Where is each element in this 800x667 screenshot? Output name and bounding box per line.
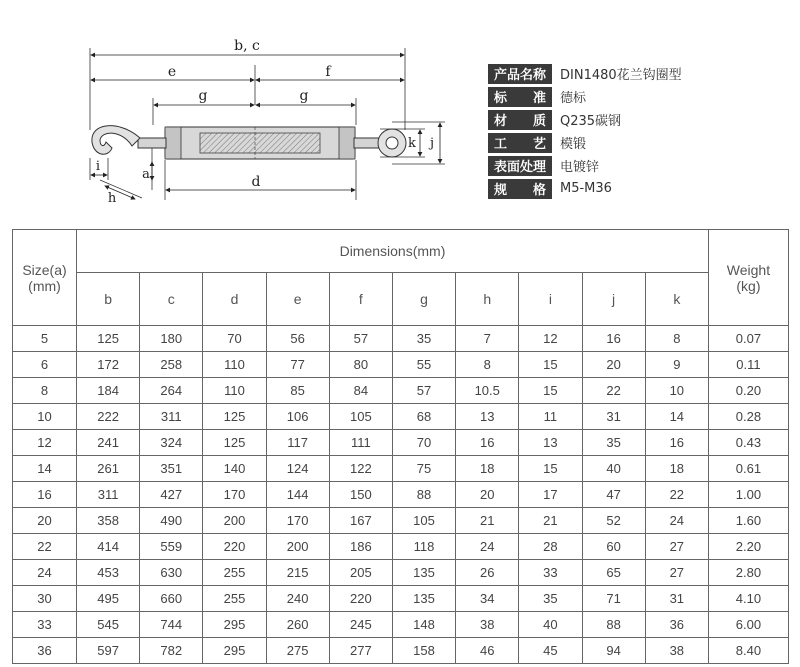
table-cell: 545 <box>77 612 140 638</box>
table-cell: 255 <box>203 586 266 612</box>
table-cell: 140 <box>203 456 266 482</box>
table-cell: 11 <box>519 404 582 430</box>
table-cell: 7 <box>456 326 519 352</box>
table-cell: 158 <box>392 638 455 664</box>
column-header-h: h <box>456 273 519 326</box>
table-cell: 110 <box>203 352 266 378</box>
table-cell: 10 <box>645 378 708 404</box>
table-cell: 597 <box>77 638 140 664</box>
table-cell: 33 <box>13 612 77 638</box>
table-cell: 40 <box>519 612 582 638</box>
table-cell: 27 <box>645 560 708 586</box>
spec-row <box>488 62 748 85</box>
table-cell: 260 <box>266 612 329 638</box>
turnbuckle-diagram <box>60 30 480 220</box>
table-cell: 1.00 <box>708 482 788 508</box>
spec-label: 工 艺 <box>488 133 552 153</box>
table-cell: 17 <box>519 482 582 508</box>
table-cell: 184 <box>77 378 140 404</box>
table-cell: 57 <box>329 326 392 352</box>
table-cell: 125 <box>203 404 266 430</box>
table-cell: 261 <box>77 456 140 482</box>
table-cell: 105 <box>329 404 392 430</box>
table-cell: 70 <box>392 430 455 456</box>
table-cell: 22 <box>582 378 645 404</box>
table-cell: 495 <box>77 586 140 612</box>
table-cell: 200 <box>266 534 329 560</box>
table-cell: 12 <box>13 430 77 456</box>
table-cell: 148 <box>392 612 455 638</box>
table-cell: 10 <box>13 404 77 430</box>
size-header: Size(a) (mm) <box>13 230 77 326</box>
table-cell: 124 <box>266 456 329 482</box>
table-cell: 88 <box>392 482 455 508</box>
table-cell: 24 <box>456 534 519 560</box>
table-cell: 324 <box>140 430 203 456</box>
table-cell: 65 <box>582 560 645 586</box>
table-cell: 2.20 <box>708 534 788 560</box>
table-cell: 38 <box>456 612 519 638</box>
label-i: i <box>95 159 101 174</box>
table-cell: 172 <box>77 352 140 378</box>
table-cell: 135 <box>392 560 455 586</box>
table-cell: 111 <box>329 430 392 456</box>
column-header-e: e <box>266 273 329 326</box>
table-cell: 8 <box>13 378 77 404</box>
label-j: j <box>429 136 435 151</box>
spec-panel <box>488 62 748 200</box>
table-cell: 150 <box>329 482 392 508</box>
table-cell: 782 <box>140 638 203 664</box>
spec-row <box>488 177 748 200</box>
table-cell: 125 <box>77 326 140 352</box>
spec-value: DIN1480花兰钩圈型 <box>560 68 682 83</box>
table-cell: 68 <box>392 404 455 430</box>
label-e: e <box>167 64 177 80</box>
table-cell: 125 <box>203 430 266 456</box>
table-cell: 14 <box>645 404 708 430</box>
label-k: k <box>408 136 416 151</box>
table-cell: 744 <box>140 612 203 638</box>
table-cell: 245 <box>329 612 392 638</box>
table-row <box>13 456 789 482</box>
table-cell: 36 <box>645 612 708 638</box>
spec-label: 产品名称 <box>488 64 552 84</box>
table-cell: 94 <box>582 638 645 664</box>
table-cell: 16 <box>582 326 645 352</box>
label-h: h <box>107 191 117 206</box>
spec-label: 标 准 <box>488 87 552 107</box>
table-cell: 55 <box>392 352 455 378</box>
table-cell: 453 <box>77 560 140 586</box>
table-cell: 9 <box>645 352 708 378</box>
table-cell: 135 <box>392 586 455 612</box>
spec-value: 德标 <box>560 91 587 106</box>
table-cell: 240 <box>266 586 329 612</box>
spec-row <box>488 108 748 131</box>
table-cell: 0.20 <box>708 378 788 404</box>
table-cell: 122 <box>329 456 392 482</box>
table-cell: 85 <box>266 378 329 404</box>
table-cell: 35 <box>392 326 455 352</box>
table-cell: 80 <box>329 352 392 378</box>
spec-value: Q235碳钢 <box>560 114 622 129</box>
turnbuckle-body <box>165 127 355 159</box>
column-header-i: i <box>519 273 582 326</box>
table-cell: 1.60 <box>708 508 788 534</box>
table-cell: 106 <box>266 404 329 430</box>
column-header-d: d <box>203 273 266 326</box>
table-cell: 22 <box>645 482 708 508</box>
table-cell: 8 <box>645 326 708 352</box>
label-d: d <box>251 174 261 190</box>
table-cell: 167 <box>329 508 392 534</box>
table-cell: 0.28 <box>708 404 788 430</box>
label-a: a <box>142 167 150 182</box>
table-cell: 33 <box>519 560 582 586</box>
table-cell: 170 <box>203 482 266 508</box>
table-row <box>13 352 789 378</box>
table-cell: 6.00 <box>708 612 788 638</box>
table-cell: 220 <box>203 534 266 560</box>
table-cell: 27 <box>645 534 708 560</box>
table-cell: 2.80 <box>708 560 788 586</box>
label-g-left: g <box>198 88 208 104</box>
table-cell: 295 <box>203 638 266 664</box>
table-cell: 71 <box>582 586 645 612</box>
table-cell: 24 <box>13 560 77 586</box>
table-cell: 35 <box>519 586 582 612</box>
hook-end <box>92 126 166 155</box>
table-cell: 222 <box>77 404 140 430</box>
table-cell: 16 <box>645 430 708 456</box>
table-row <box>13 326 789 352</box>
table-cell: 117 <box>266 430 329 456</box>
table-cell: 105 <box>392 508 455 534</box>
table-cell: 20 <box>13 508 77 534</box>
table-cell: 8.40 <box>708 638 788 664</box>
table-row <box>13 586 789 612</box>
table-cell: 46 <box>456 638 519 664</box>
dimensions-header: Dimensions(mm) <box>77 230 709 273</box>
column-header-g: g <box>392 273 455 326</box>
table-cell: 45 <box>519 638 582 664</box>
table-cell: 170 <box>266 508 329 534</box>
table-cell: 20 <box>582 352 645 378</box>
table-row <box>13 560 789 586</box>
table-row <box>13 534 789 560</box>
table-cell: 84 <box>329 378 392 404</box>
spec-label: 表面处理 <box>488 156 552 176</box>
table-cell: 0.61 <box>708 456 788 482</box>
spec-label: 规 格 <box>488 179 552 199</box>
label-bc: b, c <box>234 38 260 54</box>
table-cell: 31 <box>582 404 645 430</box>
label-g-right: g <box>299 88 309 104</box>
table-cell: 15 <box>519 456 582 482</box>
table-row <box>13 404 789 430</box>
table-cell: 18 <box>645 456 708 482</box>
table-cell: 36 <box>13 638 77 664</box>
table-cell: 0.43 <box>708 430 788 456</box>
table-cell: 30 <box>13 586 77 612</box>
column-header-c: c <box>140 273 203 326</box>
weight-header: Weight (kg) <box>708 230 788 326</box>
table-cell: 10.5 <box>456 378 519 404</box>
table-cell: 88 <box>582 612 645 638</box>
table-cell: 21 <box>519 508 582 534</box>
table-cell: 180 <box>140 326 203 352</box>
spec-value: M5-M36 <box>560 181 612 196</box>
table-cell: 255 <box>203 560 266 586</box>
table-cell: 241 <box>77 430 140 456</box>
table-cell: 15 <box>519 352 582 378</box>
table-cell: 490 <box>140 508 203 534</box>
table-cell: 77 <box>266 352 329 378</box>
dimensions-table <box>12 229 789 664</box>
table-cell: 264 <box>140 378 203 404</box>
table-cell: 13 <box>519 430 582 456</box>
table-cell: 60 <box>582 534 645 560</box>
table-cell: 40 <box>582 456 645 482</box>
table-cell: 8 <box>456 352 519 378</box>
column-header-k: k <box>645 273 708 326</box>
table-cell: 75 <box>392 456 455 482</box>
table-cell: 186 <box>329 534 392 560</box>
table-cell: 0.07 <box>708 326 788 352</box>
table-cell: 311 <box>77 482 140 508</box>
table-row <box>13 482 789 508</box>
table-row <box>13 612 789 638</box>
table-cell: 12 <box>519 326 582 352</box>
table-cell: 220 <box>329 586 392 612</box>
table-cell: 275 <box>266 638 329 664</box>
table-cell: 427 <box>140 482 203 508</box>
table-cell: 414 <box>77 534 140 560</box>
table-cell: 34 <box>456 586 519 612</box>
table-cell: 205 <box>329 560 392 586</box>
column-header-j: j <box>582 273 645 326</box>
table-cell: 18 <box>456 456 519 482</box>
table-cell: 21 <box>456 508 519 534</box>
label-f: f <box>325 64 331 80</box>
table-cell: 358 <box>77 508 140 534</box>
table-cell: 6 <box>13 352 77 378</box>
table-cell: 31 <box>645 586 708 612</box>
spec-row <box>488 131 748 154</box>
spec-label: 材 质 <box>488 110 552 130</box>
table-cell: 215 <box>266 560 329 586</box>
table-cell: 22 <box>13 534 77 560</box>
spec-value: 电镀锌 <box>560 160 600 175</box>
table-cell: 144 <box>266 482 329 508</box>
table-row <box>13 430 789 456</box>
table-cell: 70 <box>203 326 266 352</box>
table-cell: 28 <box>519 534 582 560</box>
table-cell: 24 <box>645 508 708 534</box>
table-cell: 110 <box>203 378 266 404</box>
table-cell: 14 <box>13 456 77 482</box>
table-cell: 52 <box>582 508 645 534</box>
table-cell: 277 <box>329 638 392 664</box>
table-cell: 26 <box>456 560 519 586</box>
table-cell: 5 <box>13 326 77 352</box>
table-cell: 13 <box>456 404 519 430</box>
table-cell: 16 <box>13 482 77 508</box>
table-cell: 16 <box>456 430 519 456</box>
table-cell: 20 <box>456 482 519 508</box>
table-row <box>13 378 789 404</box>
table-cell: 56 <box>266 326 329 352</box>
table-cell: 38 <box>645 638 708 664</box>
table-cell: 295 <box>203 612 266 638</box>
table-row <box>13 638 789 664</box>
spec-value: 模锻 <box>560 137 587 152</box>
column-header-f: f <box>329 273 392 326</box>
table-cell: 57 <box>392 378 455 404</box>
table-cell: 258 <box>140 352 203 378</box>
table-cell: 559 <box>140 534 203 560</box>
table-cell: 4.10 <box>708 586 788 612</box>
spec-row <box>488 85 748 108</box>
spec-row <box>488 154 748 177</box>
table-cell: 311 <box>140 404 203 430</box>
table-cell: 47 <box>582 482 645 508</box>
table-cell: 15 <box>519 378 582 404</box>
table-cell: 351 <box>140 456 203 482</box>
table-cell: 118 <box>392 534 455 560</box>
eye-end <box>354 129 406 157</box>
column-header-b: b <box>77 273 140 326</box>
table-cell: 630 <box>140 560 203 586</box>
table-cell: 200 <box>203 508 266 534</box>
table-cell: 0.11 <box>708 352 788 378</box>
table-row <box>13 508 789 534</box>
table-cell: 660 <box>140 586 203 612</box>
table-cell: 35 <box>582 430 645 456</box>
